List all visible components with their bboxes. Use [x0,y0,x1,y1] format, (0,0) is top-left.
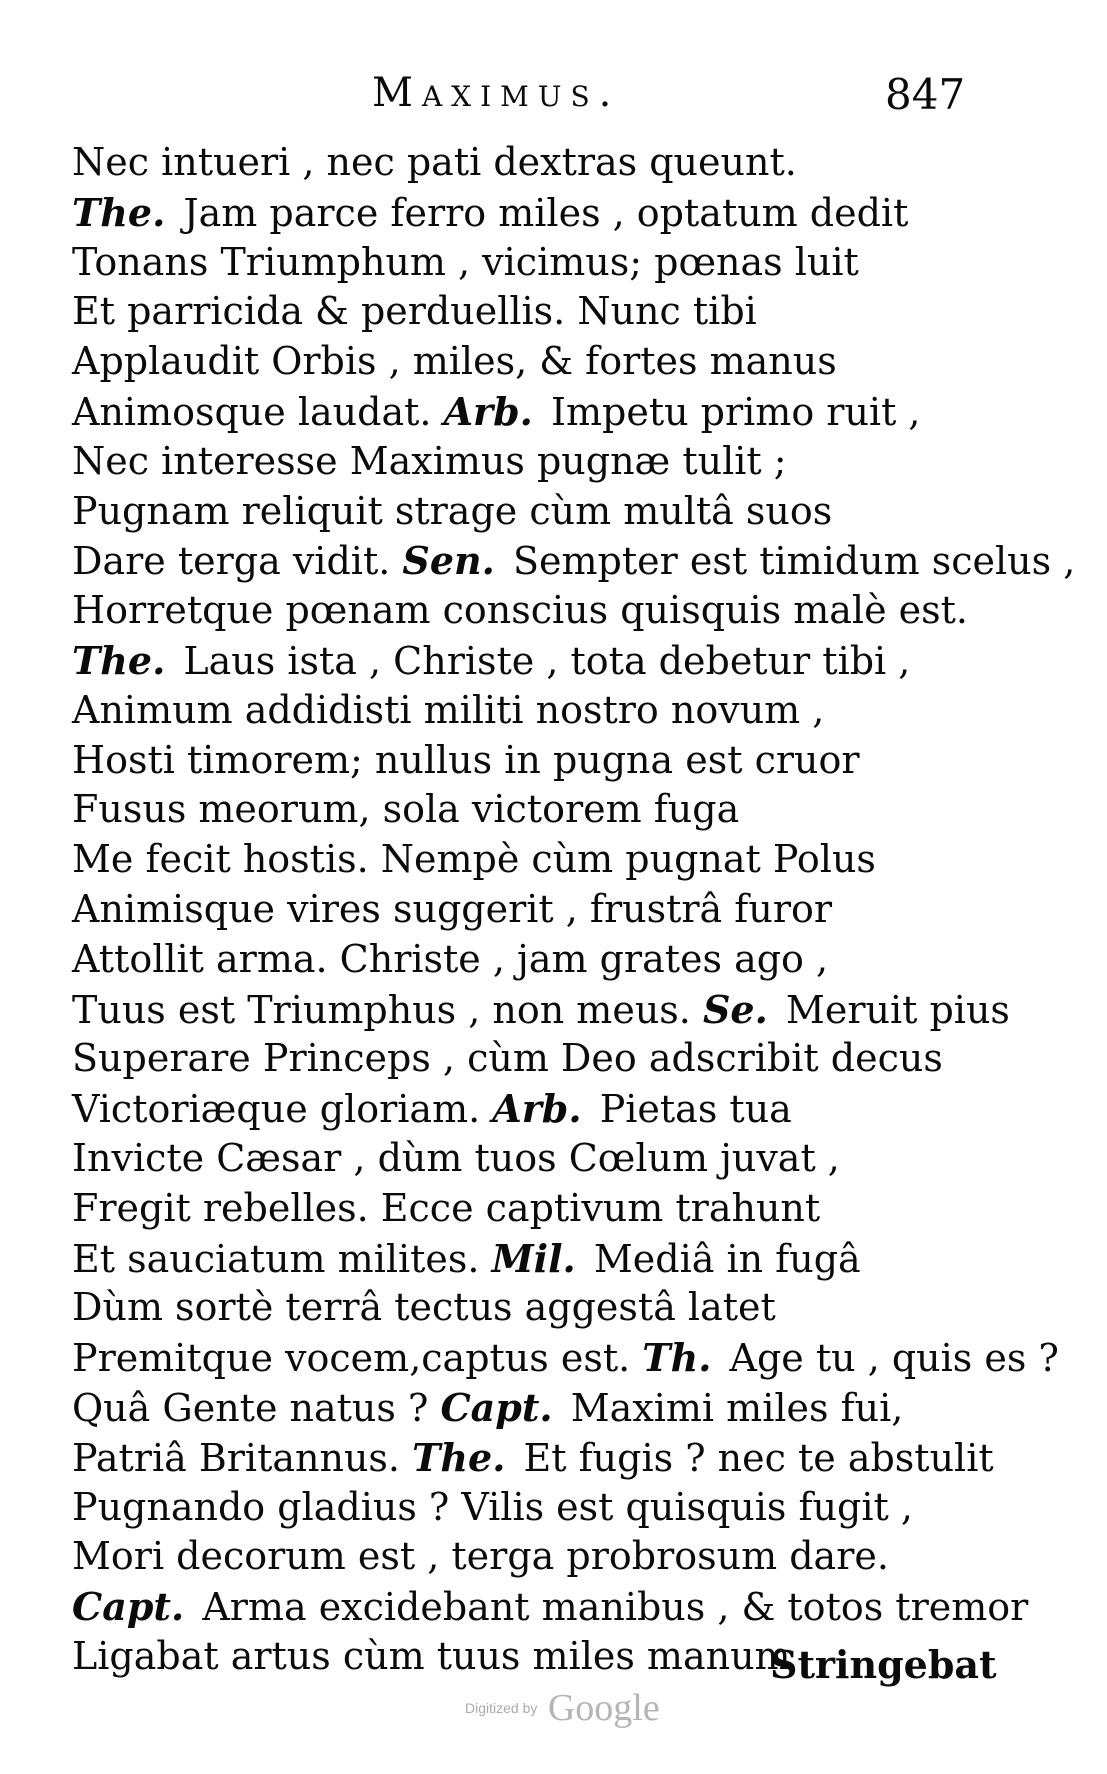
line-text: Victoriæque gloriam. [72,1087,481,1132]
verse-line [72,885,972,935]
line-text: Fregit rebelles. Ecce captivum trahunt [72,1185,821,1230]
line-text: Et fugis ? nec te abstulit [523,1435,994,1480]
line-text: Animosque laudat. [72,389,432,434]
line-text: Meruit pius [785,987,1010,1032]
line-text: Horretque pœnam conscius quisquis malè est. [72,588,968,633]
line-text: Mori decorum est , terga probrosum dare. [72,1534,889,1579]
line-text: Hosti timorem; nullus in pugna est cruor [72,737,860,782]
verse-line [72,188,972,238]
line-text: Premitque vocem,captus est. [72,1336,631,1381]
verse-line [72,1333,1059,1383]
verse-line [72,835,972,885]
verse-line [72,387,972,437]
verse-line [72,337,972,387]
verse-line [72,287,972,337]
line-text: Applaudit Orbis , miles, & fortes manus [72,339,837,384]
verse-line [72,487,972,537]
page-header [0,70,1107,130]
speaker-label: Mil. [491,1235,576,1281]
verse-line [72,1184,972,1234]
page-number: 847 [885,70,966,119]
line-text: Attollit arma. Christe , jam grates ago , [72,936,829,981]
verse-line [72,1034,972,1084]
line-text: Impetu primo ruit , [550,389,921,434]
line-text: Animisque vires suggerit , frustrâ furor [72,886,833,931]
running-title: Maximus. [372,70,621,116]
line-text: Invicte Cæsar , dùm tuos Cœlum juvat , [72,1135,840,1180]
line-text: Arma excidebant manibus , & totos tremor [202,1585,1029,1630]
line-text: Quâ Gente natus ? [72,1385,429,1430]
line-text: Laus ista , Christe , tota debetur tibi , [183,638,911,683]
verse-line [72,1483,972,1533]
speaker-label: The. [72,637,166,683]
verse-line [72,785,972,835]
speaker-label: Thе. [72,189,166,235]
line-text: Et parricida & perduellis. Nunc tibi [72,289,757,334]
verse-lines [72,138,1076,1682]
verse-line [72,736,972,786]
verse-line [72,1084,972,1134]
line-text: Pugnam reliquit strage cùm multâ suos [72,488,833,533]
line-text: Tuus est Triumphus , non meus. [72,987,691,1032]
line-text: Patriâ Britannus. [72,1435,401,1480]
verse-line [72,985,1010,1035]
line-text: Age tu , quis es ? [729,1336,1059,1381]
line-text: Mediâ in fugâ [593,1236,861,1281]
verse-line [72,1433,994,1483]
line-text: Ligabat artus cùm tuus miles manum [72,1633,791,1678]
line-text: Nec interesse Maximus pugnæ tulit ; [72,438,787,483]
speaker-label: Se. [702,986,768,1032]
line-text: Pietas tua [599,1087,792,1132]
verse-line [72,586,972,636]
verse-line [72,238,972,288]
verse-line [72,1383,972,1433]
verse-line [72,138,972,188]
digitized-watermark [465,1686,660,1730]
verse-line [72,1582,1029,1632]
line-text: Animum addidisti militi nostro novum , [72,687,825,732]
verse-line [72,686,972,736]
verse-line [72,536,1076,586]
verse-line [72,636,972,686]
speaker-label: Arb. [492,1086,582,1132]
line-text: Superare Princeps , cùm Deo adscribit decus [72,1036,943,1081]
line-text: Nec intueri , nec pati dextras queunt. [72,140,797,184]
line-text: Pugnando gladius ? Vilis est quisquis fugit , [72,1484,913,1529]
verse-line [72,1532,972,1582]
line-text: Me fecit hostis. Nempè cùm pugnat Polus [72,837,876,882]
speaker-label: Arb. [443,388,533,434]
line-text: Maximi miles fui, [570,1385,904,1430]
verse-line [72,935,972,985]
verse-line [72,1283,972,1333]
line-text: Sempter est timidum scelus , [512,539,1076,584]
verse-line [72,437,972,487]
line-text: Tonans Triumphum , vicimus; pœnas luit [72,239,859,284]
verse-line [72,1134,972,1184]
speaker-label: Sen. [402,538,495,584]
speaker-label: Th. [642,1335,712,1381]
speaker-label: Capt. [72,1584,185,1630]
catchword: Stringebat [770,1642,997,1687]
google-logo: Google [547,1687,660,1729]
speaker-label: The. [412,1434,506,1480]
line-text: Et sauciatum milites. [72,1236,480,1281]
speaker-label: Capt. [440,1384,553,1430]
line-text: Dùm sortè terrâ tectus aggestâ latet [72,1285,776,1330]
line-text: Dare terga vidit. [72,539,391,584]
line-text: Jam parce ferro miles , optatum dedit [183,190,909,235]
digitized-label: Digitized by [465,1700,538,1716]
verse-line [72,1234,972,1284]
line-text: Fusus meorum, sola victorem fuga [72,787,740,832]
